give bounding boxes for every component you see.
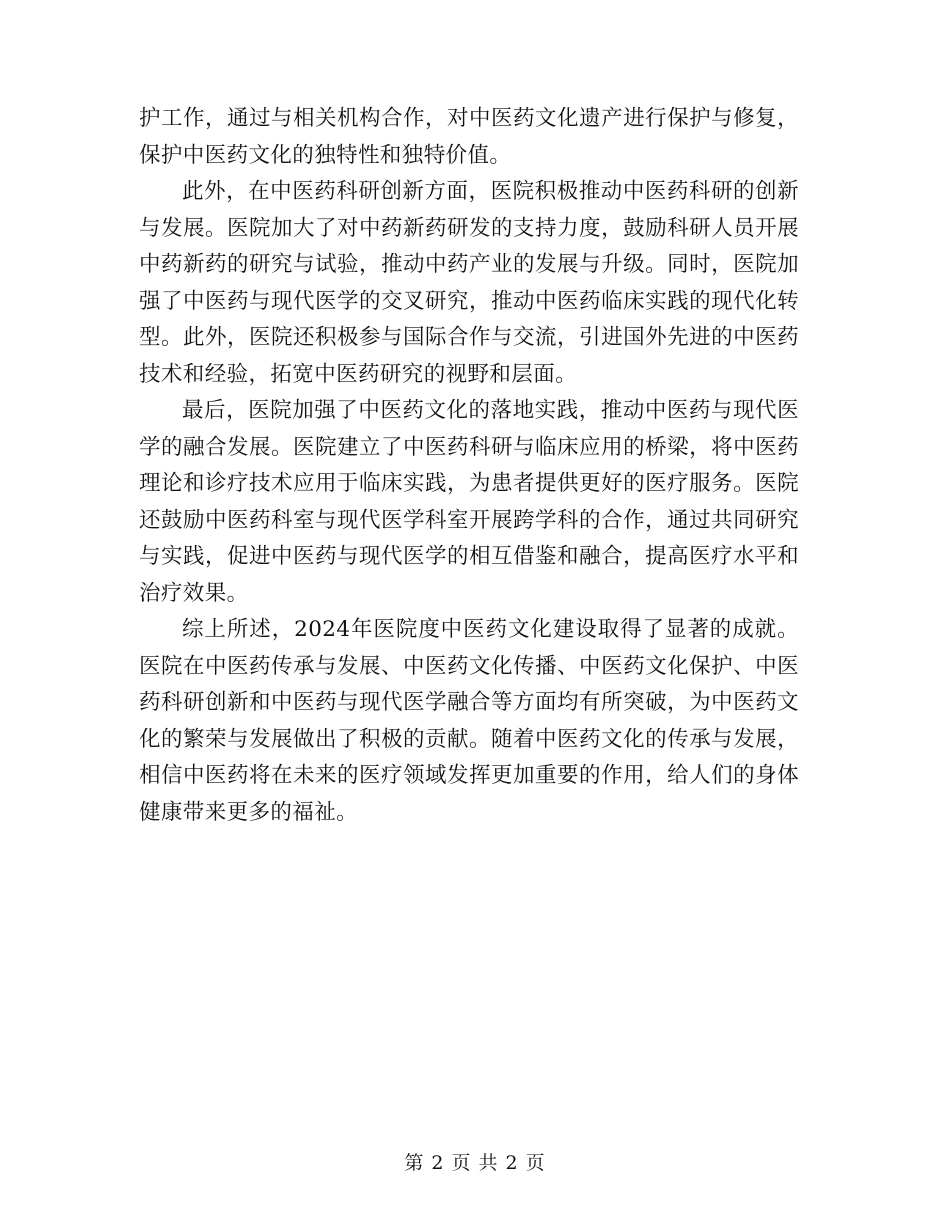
paragraph-research-innovation: 此外，在中医药科研创新方面，医院积极推动中医药科研的创新与发展。医院加大了对中药新药研发的支持力度，鼓励科研人员开展中药新药的研究与试验，推动中药产业的发展与升级。同时，医院加强了中医药与现代医学的交叉研究，推动中医药临床实践的现代化转型。此外，医院还积极参与国际合作与交流，引进国外先进的中医药技术和经验，拓宽中医药研究的视野和层面。 bbox=[139, 179, 799, 387]
paragraph-summary: 综上所述，2024年医院度中医药文化建设取得了显著的成就。医院在中医药传承与发展、中医药文化传播、中医药文化保护、中医药科研创新和中医药与现代医学融合等方面均有所突破，为中医药文化的繁荣与发展做出了积极的贡献。随着中医药文化的传承与发展，相信中医药将在未来的医疗领域发挥更加重要的作用，给人们的身体健康带来更多的福祉。 bbox=[139, 617, 799, 825]
paragraph-practice-integration: 最后，医院加强了中医药文化的落地实践，推动中医药与现代医学的融合发展。医院建立了中医药科研与临床应用的桥梁，将中医药理论和诊疗技术应用于临床实践，为患者提供更好的医疗服务。医院还鼓励中医药科室与现代医学科室开展跨学科的合作，通过共同研究与实践，促进中医药与现代医学的相互借鉴和融合，提高医疗水平和治疗效果。 bbox=[139, 398, 799, 606]
paragraph-continuation: 护工作，通过与相关机构合作，对中医药文化遗产进行保护与修复，保护中医药文化的独特性和独特价值。 bbox=[139, 106, 799, 168]
document-body bbox=[139, 101, 799, 831]
page-number-footer: 第 2 页 共 2 页 bbox=[404, 1152, 546, 1174]
